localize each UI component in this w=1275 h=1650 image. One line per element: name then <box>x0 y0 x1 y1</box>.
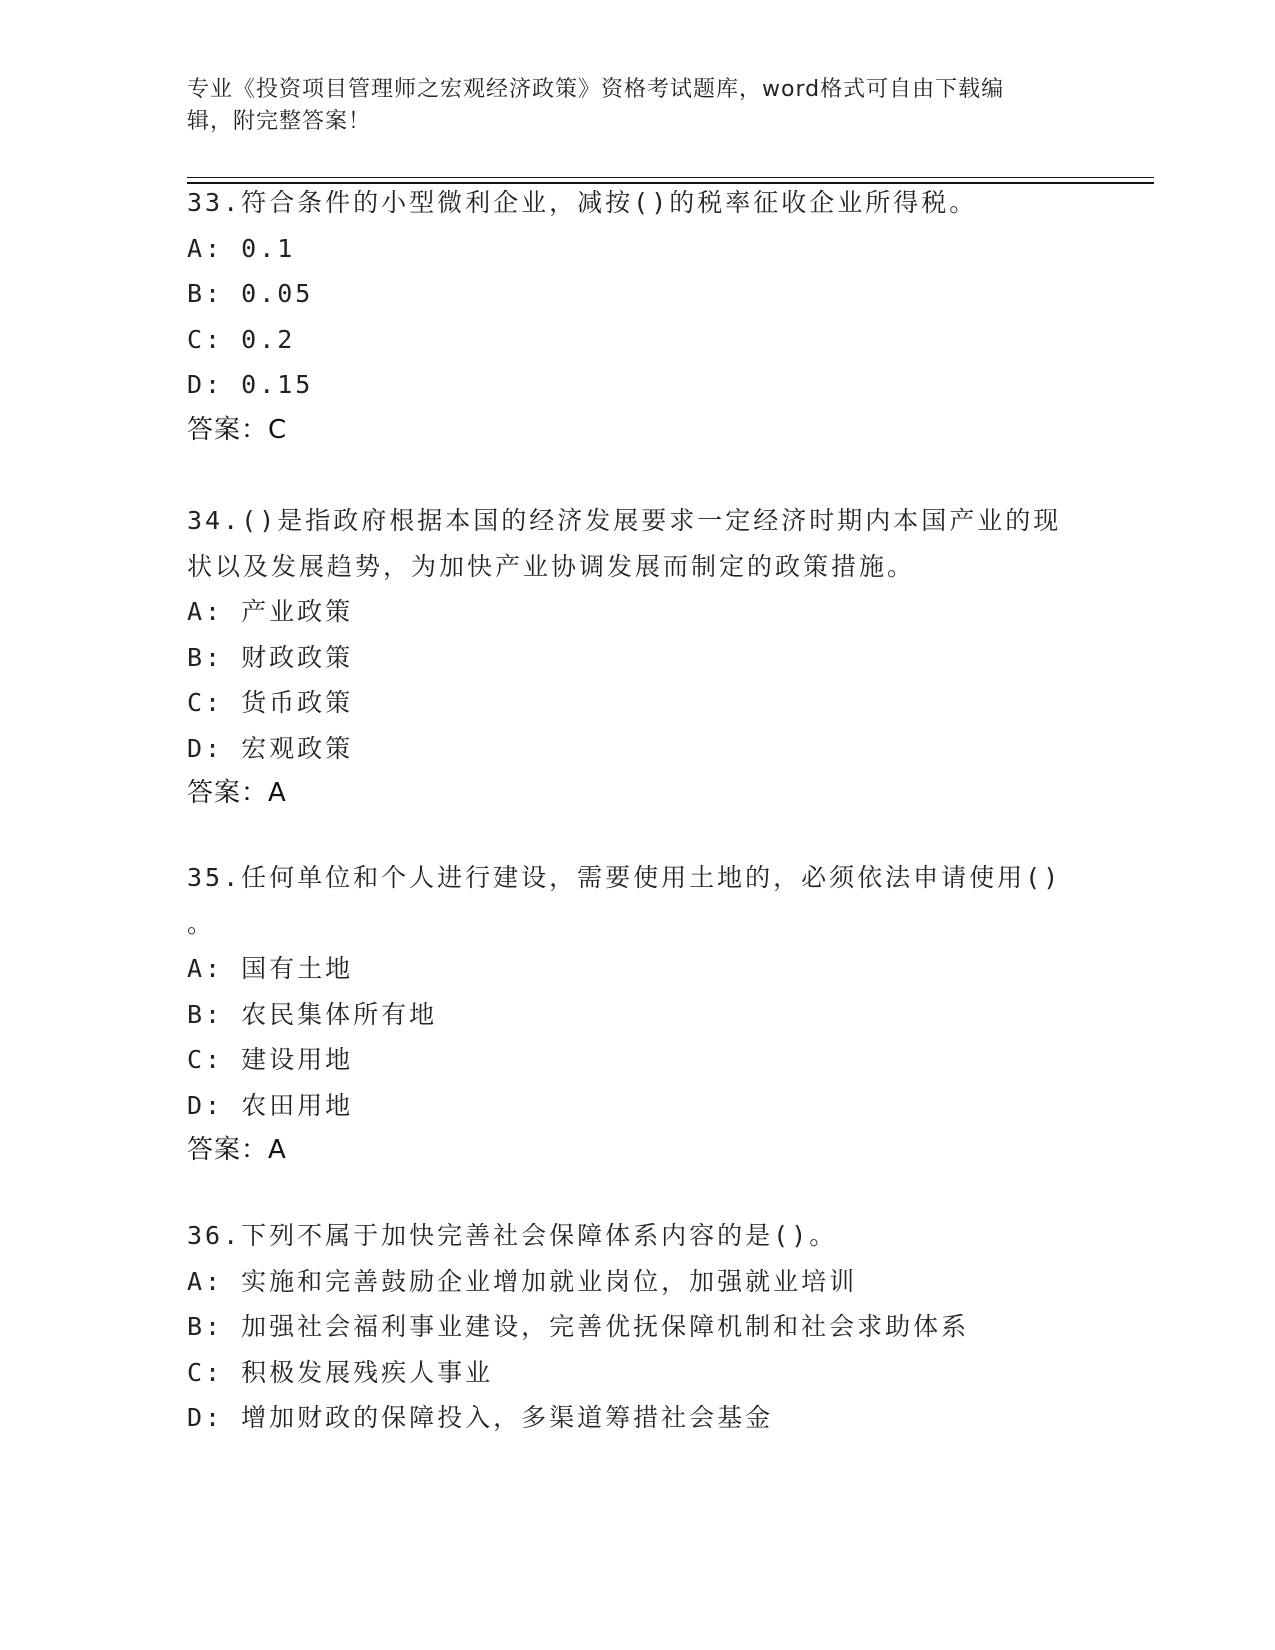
question-stem-line-2: 状以及发展趋势，为加快产业协调发展而制定的政策措施。 <box>187 551 916 581</box>
answer-label: 答案：C <box>187 414 288 445</box>
header-line-1: 专业《投资项目管理师之宏观经济政策》资格考试题库，word格式可自由下载编 <box>187 77 1005 102</box>
question-36 <box>187 1213 1087 1441</box>
question-stem: 36.下列不属于加快完善社会保障体系内容的是()。 <box>187 1221 838 1250</box>
question-stem: 33.符合条件的小型微利企业，减按()的税率征收企业所得税。 <box>187 188 978 217</box>
option-a: A: 国有土地 <box>187 954 354 983</box>
option-d: D: 0.15 <box>187 370 314 399</box>
document-header <box>187 74 1087 138</box>
option-a: A: 0.1 <box>187 233 296 263</box>
option-d: D: 农田用地 <box>187 1090 354 1120</box>
option-b: B: 农民集体所有地 <box>187 999 438 1029</box>
answer-label: 答案：A <box>187 778 287 808</box>
question-stem-line-1: 34.()是指政府根据本国的经济发展要求一定经济时期内本国产业的现 <box>187 506 1062 535</box>
question-stem-line-2: 。 <box>187 908 216 938</box>
option-c: C: 货币政策 <box>187 688 354 717</box>
answer-label: 答案：A <box>187 1135 287 1165</box>
question-33 <box>187 180 1087 453</box>
option-b: B: 加强社会福利事业建设，完善优抚保障机制和社会求助体系 <box>187 1312 970 1341</box>
option-d: D: 宏观政策 <box>187 733 354 763</box>
option-a: A: 实施和完善鼓励企业增加就业岗位，加强就业培训 <box>187 1266 858 1296</box>
option-c: C: 积极发展残疾人事业 <box>187 1357 494 1387</box>
option-c: C: 0.2 <box>187 324 296 354</box>
option-a: A: 产业政策 <box>187 597 354 626</box>
question-34 <box>187 498 1087 817</box>
question-35 <box>187 855 1087 1174</box>
question-stem-line-1: 35.任何单位和个人进行建设，需要使用土地的，必须依法申请使用() <box>187 863 1062 892</box>
option-c: C: 建设用地 <box>187 1045 354 1074</box>
option-b: B: 0.05 <box>187 279 314 308</box>
header-line-2: 辑，附完整答案！ <box>187 109 372 134</box>
option-d: D: 增加财政的保障投入，多渠道筹措社会基金 <box>187 1403 774 1432</box>
header-divider-thin <box>187 177 1154 178</box>
option-b: B: 财政政策 <box>187 642 354 672</box>
